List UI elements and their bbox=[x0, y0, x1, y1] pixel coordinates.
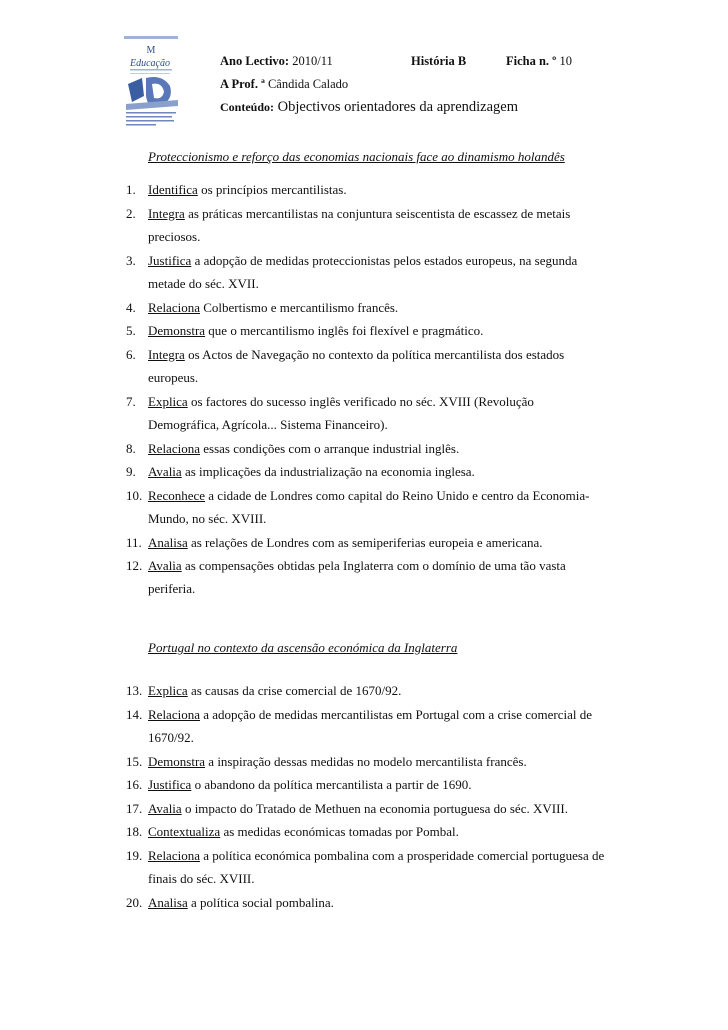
objective-text bbox=[148, 319, 653, 342]
objective-verb: Explica bbox=[148, 393, 188, 409]
sheet-value: 10 bbox=[559, 54, 572, 68]
objective-rest: a inspiração dessas medidas no modelo mercantilista francês. bbox=[205, 753, 527, 769]
objective-rest: as implicações da industrialização na economia inglesa. bbox=[181, 464, 475, 479]
objective-number: 11. bbox=[126, 534, 142, 550]
objective-text bbox=[148, 531, 653, 554]
content-label: Conteúdo: bbox=[220, 100, 275, 114]
objective-number: 7. bbox=[126, 393, 136, 409]
content-line bbox=[220, 99, 518, 116]
objective-text bbox=[148, 343, 653, 389]
school-year-label: Ano Lectivo: bbox=[220, 54, 290, 68]
objective-verb: Integra bbox=[148, 205, 185, 221]
objective-number: 12. bbox=[126, 558, 143, 573]
objective-number: 16. bbox=[126, 777, 143, 792]
objective-text-line bbox=[148, 249, 653, 272]
teacher-label: A Prof. ª bbox=[220, 77, 265, 91]
objective-text-line bbox=[148, 820, 653, 843]
objective-text bbox=[148, 554, 653, 600]
objective-number: 9. bbox=[126, 464, 136, 479]
subject-title bbox=[411, 54, 466, 69]
objective-rest: os Actos de Navegação no contexto da política mercantilista dos estados bbox=[184, 346, 565, 362]
objective-number: 17. bbox=[126, 800, 143, 816]
objective-text bbox=[148, 844, 653, 890]
objective-number: 20. bbox=[126, 894, 143, 910]
objective-rest: essas condições com o arranque industrial inglês. bbox=[199, 440, 460, 456]
objective-number: 2. bbox=[126, 205, 136, 221]
objective-text bbox=[148, 460, 653, 483]
objective-number: 3. bbox=[126, 252, 136, 268]
objective-text bbox=[148, 750, 653, 773]
objective-text-line bbox=[148, 484, 653, 507]
objective-number: 15. bbox=[126, 753, 143, 769]
objective-number: 18. bbox=[126, 824, 143, 839]
objective-verb: Avalia bbox=[148, 558, 182, 573]
objective-text-line bbox=[148, 178, 653, 201]
objective-text bbox=[148, 249, 653, 295]
objective-number: 4. bbox=[126, 299, 136, 315]
objective-number: 5. bbox=[126, 323, 136, 338]
teacher-line bbox=[220, 77, 348, 92]
objective-rest: as medidas económicas tomadas por Pombal. bbox=[220, 824, 459, 839]
objective-text-line: europeus. bbox=[148, 369, 199, 385]
teacher-name: Cândida Calado bbox=[267, 77, 349, 91]
objective-text-line bbox=[148, 296, 653, 319]
objective-rest: a adopção de medidas proteccionistas pelos estados europeus, na segunda bbox=[191, 252, 578, 268]
objective-verb: Relaciona bbox=[148, 299, 200, 315]
objective-text bbox=[148, 296, 653, 319]
objective-number: 10. bbox=[126, 487, 143, 503]
objective-text-line bbox=[148, 891, 653, 914]
objective-text bbox=[148, 679, 653, 702]
objective-number: 8. bbox=[126, 440, 136, 456]
objective-text bbox=[148, 891, 653, 914]
objective-verb: Relaciona bbox=[148, 706, 200, 722]
school-logo bbox=[122, 36, 184, 132]
objective-text-line bbox=[148, 319, 653, 342]
objective-number: 14. bbox=[126, 706, 143, 722]
objective-verb: Integra bbox=[148, 346, 185, 362]
school-year bbox=[220, 54, 333, 69]
subject-name: História B bbox=[411, 54, 467, 68]
objective-text bbox=[148, 797, 653, 820]
objective-rest: que o mercantilismo inglês foi flexível e pragmático. bbox=[205, 323, 484, 338]
objective-text-line: metade do séc. XVII. bbox=[148, 275, 259, 291]
svg-text:M: M bbox=[146, 45, 156, 56]
logo-text: Educação bbox=[130, 58, 170, 69]
objective-text-line: preciosos. bbox=[148, 228, 201, 244]
objective-rest: a política económica pombalina com a prosperidade comercial portuguesa de bbox=[199, 847, 605, 863]
objective-text-line bbox=[148, 554, 653, 577]
objective-text-line: 1670/92. bbox=[148, 729, 194, 745]
content-value: Objectivos orientadores da aprendizagem bbox=[277, 99, 519, 115]
objective-text bbox=[148, 820, 653, 843]
sheet-label: Ficha n. º bbox=[506, 54, 557, 68]
objective-text bbox=[148, 773, 653, 796]
objective-number: 19. bbox=[126, 847, 143, 863]
objective-rest: as práticas mercantilistas na conjuntura seiscentista de escassez de metais bbox=[184, 205, 571, 221]
objective-text-line bbox=[148, 773, 653, 796]
objective-rest: os factores do sucesso inglês verificado no séc. XVIII (Revolução bbox=[187, 393, 534, 409]
objective-verb: Explica bbox=[148, 683, 188, 698]
objective-rest: as causas da crise comercial de 1670/92. bbox=[187, 683, 402, 698]
objective-text-line bbox=[148, 202, 653, 225]
objective-text-line bbox=[148, 844, 653, 867]
objective-text bbox=[148, 437, 653, 460]
education-emblem-icon bbox=[122, 36, 184, 132]
sheet-number bbox=[506, 54, 572, 69]
objective-rest: a política social pombalina. bbox=[187, 894, 334, 910]
objective-verb: Avalia bbox=[148, 464, 182, 479]
objective-rest: os princípios mercantilistas. bbox=[197, 182, 347, 197]
objective-text-line bbox=[148, 390, 653, 413]
objective-rest: o abandono da política mercantilista a partir de 1690. bbox=[191, 777, 472, 792]
objective-text bbox=[148, 178, 653, 201]
objective-text-line bbox=[148, 679, 653, 702]
school-year-value: 2010/11 bbox=[292, 54, 333, 68]
objective-number: 1. bbox=[126, 182, 136, 197]
objective-text-line: Mundo, no séc. XVIII. bbox=[148, 510, 267, 526]
objective-verb: Demonstra bbox=[148, 323, 206, 338]
objective-text bbox=[148, 390, 653, 436]
objective-text-line bbox=[148, 531, 653, 554]
objective-verb: Analisa bbox=[148, 534, 188, 550]
objective-verb: Identifica bbox=[148, 182, 198, 197]
objective-rest: as compensações obtidas pela Inglaterra com o domínio de uma tão vasta bbox=[181, 558, 566, 573]
objective-text bbox=[148, 484, 653, 530]
section-title-1: Proteccionismo e reforço das economias nacionais face ao dinamismo holandês bbox=[148, 149, 565, 164]
objective-rest: a cidade de Londres como capital do Reino Unido e centro da Economia- bbox=[205, 487, 590, 503]
objective-text-line bbox=[148, 437, 653, 460]
objective-verb: Avalia bbox=[148, 800, 182, 816]
objective-number: 6. bbox=[126, 346, 136, 362]
objective-text-line bbox=[148, 460, 653, 483]
objective-verb: Analisa bbox=[148, 894, 188, 910]
objective-verb: Demonstra bbox=[148, 753, 206, 769]
objective-text bbox=[148, 202, 653, 248]
objective-verb: Relaciona bbox=[148, 847, 200, 863]
objective-text-line bbox=[148, 343, 653, 366]
objective-rest: Colbertismo e mercantilismo francês. bbox=[199, 299, 399, 315]
objective-verb: Justifica bbox=[148, 777, 192, 792]
objective-text-line: finais do séc. XVIII. bbox=[148, 870, 255, 886]
objective-rest: o impacto do Tratado de Methuen na economia portuguesa do séc. XVIII. bbox=[181, 800, 568, 816]
objective-verb: Justifica bbox=[148, 252, 192, 268]
objective-text-line bbox=[148, 797, 653, 820]
section-title-2: Portugal no contexto da ascensão económica da Inglaterra bbox=[148, 640, 458, 655]
objective-text-line: periferia. bbox=[148, 581, 196, 596]
objective-text-line: Demográfica, Agrícola... Sistema Financeiro). bbox=[148, 416, 388, 432]
objective-number: 13. bbox=[126, 683, 143, 698]
objective-verb: Contextualiza bbox=[148, 824, 221, 839]
objective-rest: as relações de Londres com as semiperiferias europeia e americana. bbox=[187, 534, 543, 550]
objective-rest: a adopção de medidas mercantilistas em Portugal com a crise comercial de bbox=[199, 706, 592, 722]
objective-text-line bbox=[148, 703, 653, 726]
objective-verb: Relaciona bbox=[148, 440, 200, 456]
objective-text-line bbox=[148, 750, 653, 773]
objective-text bbox=[148, 703, 653, 749]
objective-verb: Reconhece bbox=[148, 487, 206, 503]
